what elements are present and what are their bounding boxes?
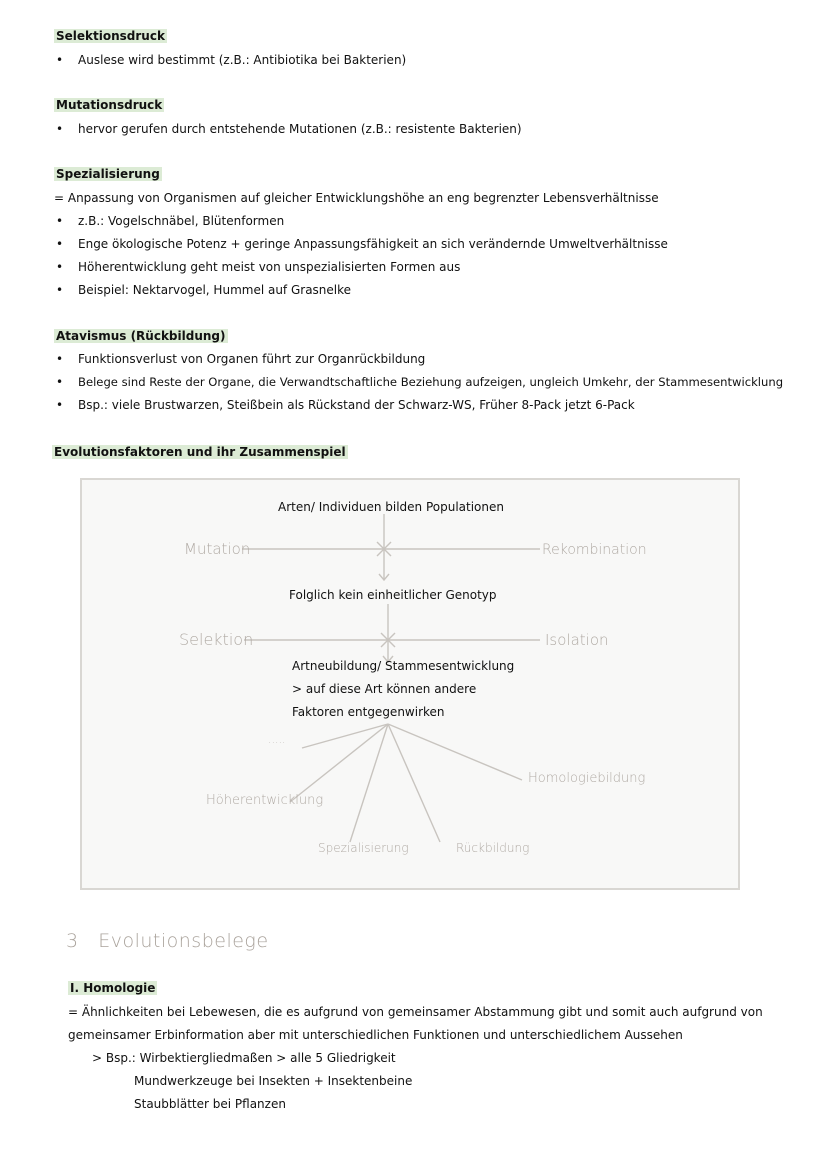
homologie-def-line2: gemeinsamer Erbinformation aber mit unterschiedlichen Funktionen und unterschiedlichem Aussehen <box>68 1028 683 1042</box>
definition-text: = Anpassung von Organismen auf gleicher Entwicklungshöhe an eng begrenzter Lebensverhältnisse <box>54 191 659 205</box>
bullet-text: z.B.: Vogelschnäbel, Blütenformen <box>78 214 285 228</box>
bullet-text: Belege sind Reste der Organe, die Verwandtschaftliche Beziehung aufzeigen, ungleich Umkehr, der Stammesentwicklung <box>78 375 784 389</box>
label-hoeherentwicklung: Höherentwicklung <box>206 793 324 808</box>
bullet-text: Bsp.: viele Brustwarzen, Steißbein als Rückstand der Schwarz-WS, Früher 8-Pack jetzt 6-Pack <box>78 398 635 412</box>
label-homologiebildung: Homologiebildung <box>528 771 646 786</box>
bullet-icon: • <box>56 237 64 251</box>
bullet-text: Funktionsverlust von Organen führt zur Organrückbildung <box>78 352 426 366</box>
bullet-icon: • <box>56 283 64 297</box>
section-title: Evolutionsbelege <box>98 930 269 952</box>
artneubildung-line1: Artneubildung/ Stammesentwicklung <box>292 659 515 673</box>
heading-homologie: I. Homologie <box>70 981 156 995</box>
bullet-icon: • <box>56 53 64 67</box>
homologie-example-1: > Bsp.: Wirbektiergliedmaßen > alle 5 Gliedrigkeit <box>92 1051 396 1065</box>
artneubildung-line2: > auf diese Art können andere <box>292 682 477 696</box>
fan-line <box>302 724 388 748</box>
heading-evolutionsfaktoren: Evolutionsfaktoren und ihr Zusammenspiel <box>54 445 346 459</box>
heading-spezialisierung: Spezialisierung <box>56 167 160 181</box>
label-dots: ..... <box>268 733 286 746</box>
bullet-icon: • <box>56 122 64 136</box>
bullet-text: Beispiel: Nektarvogel, Hummel auf Grasnelke <box>78 283 352 297</box>
homologie-example-2: Mundwerkzeuge bei Insekten + Insektenbeine <box>134 1074 413 1088</box>
bullet-text: Enge ökologische Potenz + geringe Anpassungsfähigkeit an sich verändernde Umweltverhältnisse <box>78 237 668 251</box>
bullet-text: Auslese wird bestimmt (z.B.: Antibiotika bei Bakterien) <box>78 53 407 67</box>
heading-atavismus: Atavismus (Rückbildung) <box>56 329 226 343</box>
artneubildung-line3: Faktoren entgegenwirken <box>292 705 445 719</box>
bullet-icon: • <box>56 214 64 228</box>
diagram-top-label: Arten/ Individuen bilden Populationen <box>278 500 504 514</box>
fan-line <box>388 724 440 842</box>
homologie-def-line1: = Ähnlichkeiten bei Lebewesen, die es aufgrund von gemeinsamer Abstammung gibt und somit auch aufgrund von <box>68 1005 763 1019</box>
bullet-icon: • <box>56 398 64 412</box>
fan-line <box>290 724 388 802</box>
bullet-icon: • <box>56 260 64 274</box>
heading-selektionsdruck: Selektionsdruck <box>56 29 165 43</box>
bullet-text: hervor gerufen durch entstehende Mutationen (z.B.: resistente Bakterien) <box>78 122 522 136</box>
section-3-title <box>66 930 269 952</box>
genotyp-label: Folglich kein einheitlicher Genotyp <box>289 588 497 602</box>
bullet-icon: • <box>56 375 64 389</box>
homologie-example-3: Staubblätter bei Pflanzen <box>134 1097 286 1111</box>
bullet-icon: • <box>56 352 64 366</box>
heading-mutationsdruck: Mutationsdruck <box>56 98 163 112</box>
label-spezialisierung: Spezialisierung <box>318 841 409 855</box>
label-rueckbildung: Rückbildung <box>456 841 530 855</box>
fan-line <box>388 724 522 780</box>
label-mutation: Mutation <box>184 540 251 558</box>
label-isolation: Isolation <box>545 631 609 649</box>
bullet-text: Höherentwicklung geht meist von unspezialisierten Formen aus <box>78 260 461 274</box>
evolution-factors-diagram <box>80 478 740 890</box>
label-selektion: Selektion <box>179 630 254 649</box>
section-number: 3 <box>66 930 79 952</box>
label-rekombination: Rekombination <box>542 542 647 558</box>
fan-line <box>350 724 388 842</box>
